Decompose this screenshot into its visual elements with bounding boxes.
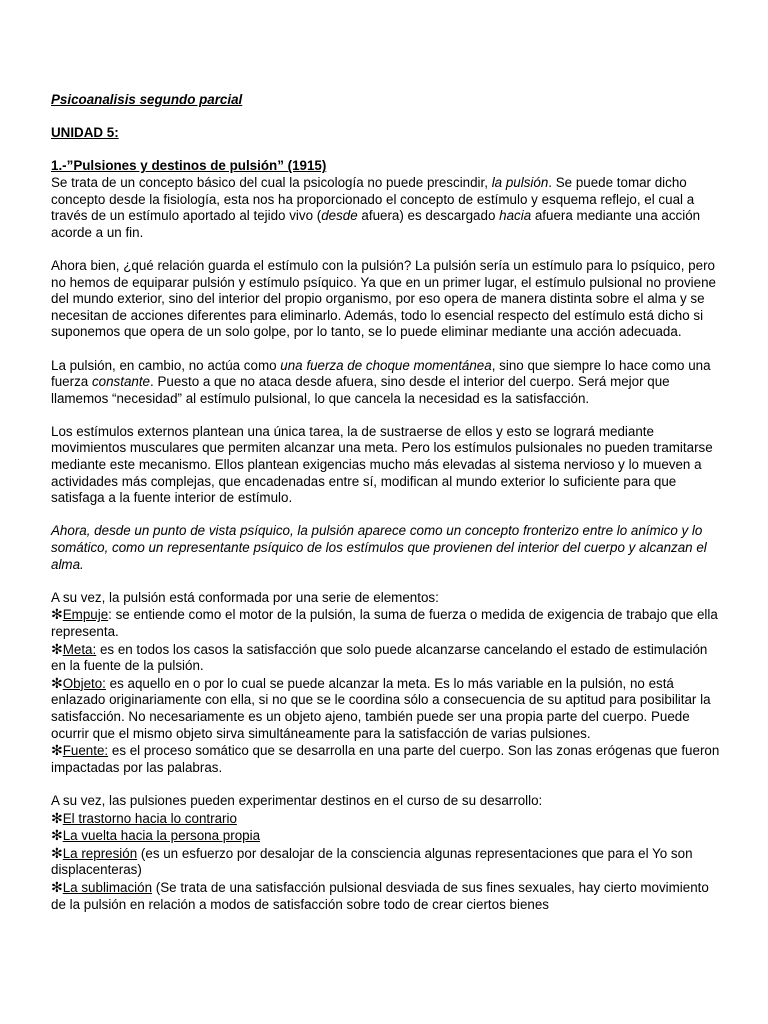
document-title: Psicoanalisis segundo parcial [51, 92, 243, 107]
section-heading: 1.-”Pulsiones y destinos de pulsión” (1915) [51, 158, 327, 174]
asterisk-bullet-icon: ✻ [51, 809, 63, 826]
asterisk-bullet-icon: ✻ [51, 606, 63, 623]
paragraph-3-emphasis-fuerza: una fuerza de choque momentánea [280, 357, 492, 373]
destinies-intro: A su vez, las pulsiones pueden experimentar destinos en el curso de su desarrollo: [51, 792, 543, 808]
asterisk-bullet-icon: ✻ [51, 640, 63, 657]
paragraph-2: Ahora bien, ¿qué relación guarda el estímulo con la pulsión? La pulsión sería un estímulo para lo psíquico, pero no hemos de equiparar pulsión y estímulo psíquico. Ya que en un primer lugar, el estímulo pulsional no proviene del mundo exterior, sino del interior del propio organismo, por eso opera de manera distinta sobre el alma y se necesitan de acciones diferentes para eliminarlo. Además, todo lo esencial respecto del estímulo está dicho si suponemos que opera de un solo golpe, por lo tanto, se lo puede eliminar mediante una acción adecuada. [51, 257, 716, 340]
definition-empuje: : se entiende como el motor de la pulsión, la suma de fuerza o medida de exigencia de trabajo que ella representa. [51, 607, 718, 639]
paragraph-3-text-1: La pulsión, en cambio, no actúa como [51, 357, 281, 373]
list-item-vuelta [51, 827, 725, 845]
paragraph-1 [51, 175, 725, 241]
term-fuente: Fuente: [62, 743, 109, 759]
term-objeto: Objeto: [62, 675, 106, 691]
term-sublimacion: La sublimación [62, 879, 153, 895]
term-meta: Meta: [62, 641, 97, 657]
list-item-trastorno [51, 810, 725, 828]
term-vuelta: La vuelta hacia la persona propia [62, 828, 261, 844]
list-item-sublimacion [51, 879, 725, 913]
asterisk-bullet-icon: ✻ [51, 827, 63, 844]
paragraph-4: Los estímulos externos plantean una única tarea, la de sustraerse de ellos y esto se logrará mediante movimientos musculares que permiten alcanzar una meta. Pero los estímulos pulsionales no pueden tramitarse mediante este mecanismo. Ellos plantean exigencias mucho más elevadas al sistema nervioso y lo mueven a actividades más complejas, que encadenadas entre sí, modifican al mundo exterior lo suficiente para que satisfaga a la fuente interior de estímulo. [51, 423, 713, 506]
paragraph-1-text-3: afuera) es descargado [357, 208, 500, 224]
asterisk-bullet-icon: ✻ [51, 674, 63, 691]
definition-meta: es en todos los casos la satisfacción que solo puede alcanzarse cancelando el estado de estimulación en la fuente de la pulsión. [51, 641, 708, 674]
definition-fuente: es el proceso somático que se desarrolla en una parte del cuerpo. Son las zonas erógenas que fueron impactadas por las palabras. [51, 743, 720, 775]
list-item-represion [51, 845, 725, 879]
asterisk-bullet-icon: ✻ [51, 878, 63, 895]
paragraph-3 [51, 358, 725, 408]
paragraph-1-text-1: Se trata de un concepto básico del cual la psicología no puede prescindir, [51, 174, 492, 190]
definition-objeto: es aquello en o por lo cual se puede alcanzar la meta. Es lo más variable en la pulsión, no está enlazado originariamente con ella, si no que se le coordina sólo a consecuencia de su aptitud para posibilitar la satisfacción. No necesariamente es un objeto ajeno, también puede ser una propia parte del cuerpo. Puede ocurrir que el mismo objeto sirva simultáneamente para la satisfacción de varias pulsiones. [51, 675, 711, 741]
paragraph-1-emphasis-desde: desde [321, 208, 358, 224]
asterisk-bullet-icon: ✻ [51, 844, 63, 861]
paragraph-5-italic: Ahora, desde un punto de vista psíquico, la pulsión aparece como un concepto fronterizo entre lo anímico y lo somático, como un representante psíquico de los estímulos que provienen del interior del cuerpo y alcanzan el alma. [51, 523, 707, 572]
elements-intro: A su vez, la pulsión está conformada por una serie de elementos: [51, 589, 439, 605]
definition-represion: (es un esfuerzo por desalojar de la consciencia algunas representaciones que para el Yo son displacenteras) [51, 845, 693, 878]
term-represion: La represión [62, 845, 138, 861]
definition-sublimacion: (Se trata de una satisfacción pulsional desviada de sus fines sexuales, hay cierto movimiento de la pulsión en relación a modos de satisfacción sobre todo de crear ciertos bienes [51, 879, 709, 912]
paragraph-1-text-2: . Se puede tomar dicho concepto desde la fisiología, esta nos ha proporcionado el concepto de estímulo y esquema reflejo, el cual a través de un estímulo aportado al tejido vivo ( [51, 174, 695, 224]
term-trastorno: El trastorno hacia lo contrario [62, 810, 237, 826]
list-item-fuente [51, 742, 725, 776]
destinies-section [51, 793, 725, 913]
paragraph-1-text-4: afuera mediante una acción acorde a un fin. [51, 208, 701, 240]
document-page [51, 92, 725, 913]
unit-heading: UNIDAD 5: [51, 125, 119, 141]
term-empuje: Empuje [62, 607, 109, 623]
list-item-objeto [51, 675, 725, 742]
paragraph-3-text-2: , sino que siempre lo hace como una fuerza [51, 357, 711, 390]
list-item-empuje [51, 606, 725, 640]
paragraph-3-text-3: . Puesto a que no ataca desde afuera, sino desde el interior del cuerpo. Será mejor que llamemos “necesidad” al estímulo pulsional, lo que cancela la necesidad es la satisfacción. [51, 374, 670, 406]
asterisk-bullet-icon: ✻ [51, 742, 63, 759]
elements-section [51, 590, 725, 777]
list-item-meta [51, 641, 725, 675]
paragraph-3-emphasis-constante: constante [91, 374, 151, 390]
paragraph-1-emphasis-hacia: hacia [499, 208, 532, 224]
paragraph-1-emphasis-pulsion: la pulsión [491, 174, 549, 190]
